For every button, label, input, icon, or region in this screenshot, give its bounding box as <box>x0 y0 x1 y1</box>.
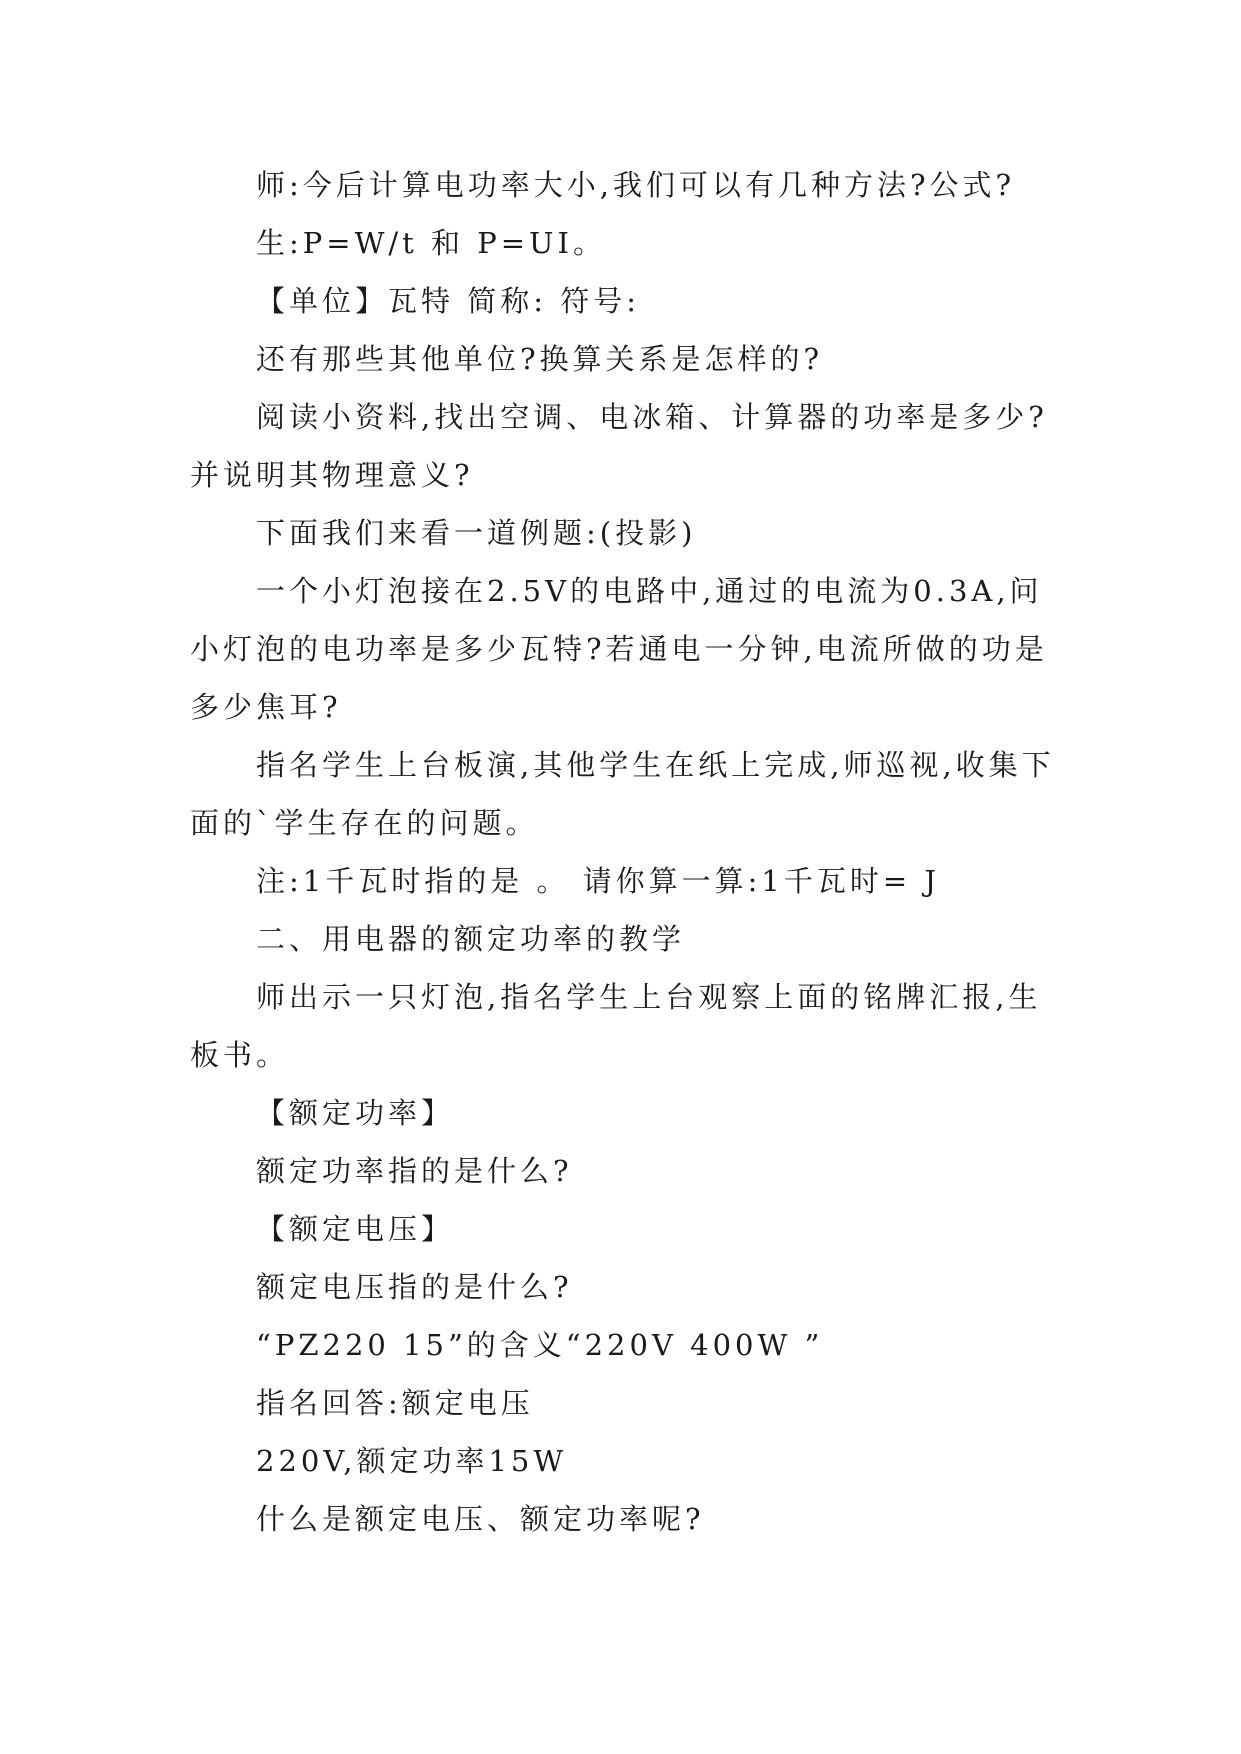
paragraph-other-units: 还有那些其他单位?换算关系是怎样的? <box>256 342 824 376</box>
paragraph-show-bulb: 师出示一只灯泡,指名学生上台观察上面的铭牌汇报,生板书。 <box>190 980 1042 1072</box>
paragraph-example-problem: 一个小灯泡接在2.5V的电路中,通过的电流为0.3A,问小灯泡的电功率是多少瓦特?若通电一分钟,电流所做的功是多少焦耳? <box>190 574 1048 724</box>
paragraph-rated-voltage-question: 额定电压指的是什么? <box>256 1270 573 1304</box>
paragraph-nameplate-meaning: “PZ220 15”的含义“220V 400W ” <box>256 1328 824 1362</box>
paragraph-answer-voltage: 指名回答:额定电压 <box>256 1386 534 1420</box>
document-body <box>190 156 1070 1548</box>
paragraph-unit: 【单位】瓦特 简称: 符号: <box>256 284 640 318</box>
section-heading-rated-power: 二、用电器的额定功率的教学 <box>256 922 686 956</box>
paragraph-student-answer: 生:P=W/t 和 P=UI。 <box>256 226 606 260</box>
paragraph-final-question: 什么是额定电压、额定功率呢? <box>256 1502 705 1536</box>
paragraph-reading-material: 阅读小资料,找出空调、电冰箱、计算器的功率是多少?并说明其物理意义? <box>190 400 1048 492</box>
paragraph-teacher-question: 师:今后计算电功率大小,我们可以有几种方法?公式? <box>256 168 1016 202</box>
label-rated-power: 【额定功率】 <box>256 1096 455 1130</box>
paragraph-rated-power-question: 额定功率指的是什么? <box>256 1154 573 1188</box>
paragraph-answer-power: 220V,额定功率15W <box>256 1444 568 1478</box>
paragraph-example-intro: 下面我们来看一道例题:(投影) <box>256 516 697 550</box>
label-rated-voltage: 【额定电压】 <box>256 1212 455 1246</box>
paragraph-board-practice: 指名学生上台板演,其他学生在纸上完成,师巡视,收集下面的`学生存在的问题。 <box>190 748 1055 840</box>
paragraph-note-kwh: 注:1千瓦时指的是 。 请你算一算:1千瓦时= J <box>256 864 941 898</box>
